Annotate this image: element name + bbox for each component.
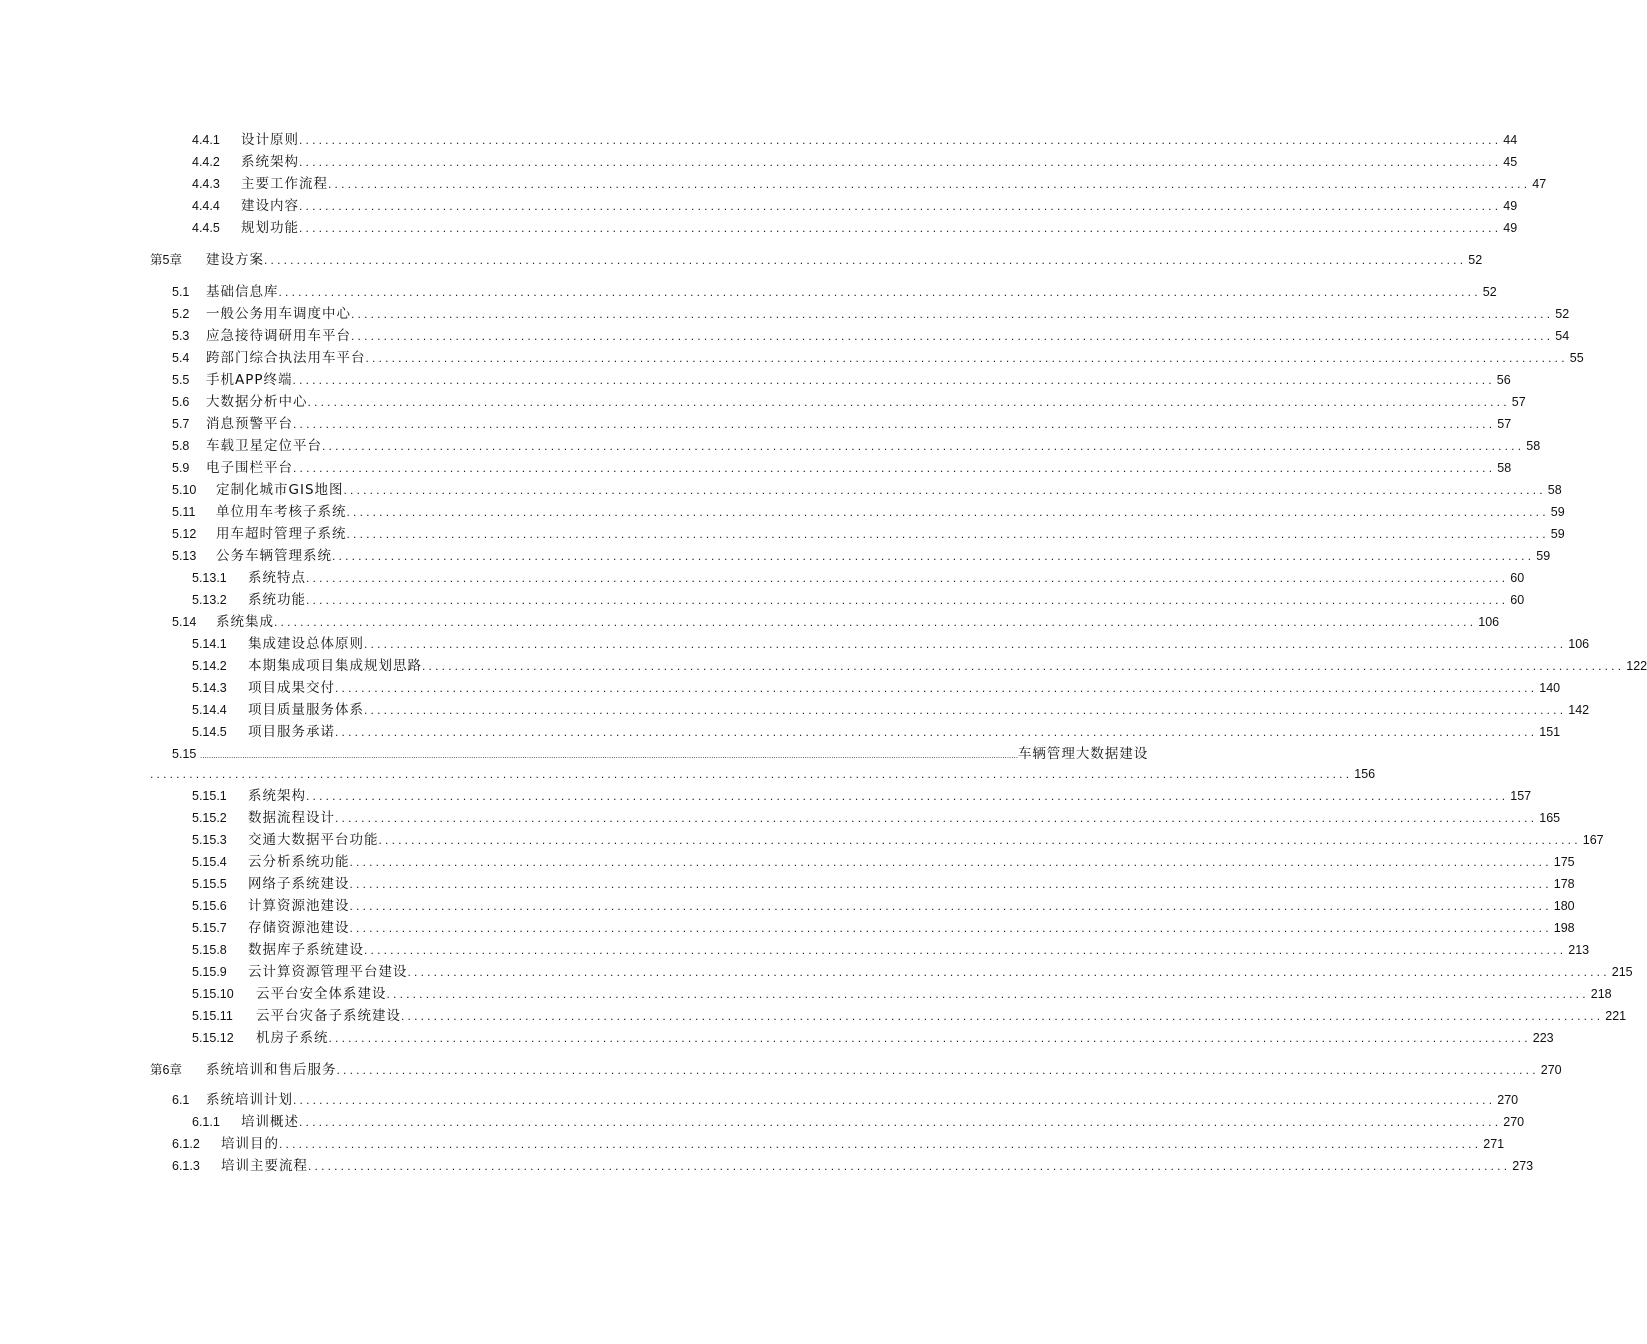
toc-entry-line[interactable]: [248, 656, 1647, 676]
dot-leader: ........................................................................................................................................................................................: [335, 811, 1538, 825]
toc-entry-page: 49: [1503, 221, 1518, 235]
dot-leader: ........................................................................................................................................................................................: [349, 877, 1552, 891]
toc-entry-title: 项目服务承诺: [248, 724, 335, 740]
toc-entry-line[interactable]: [206, 1060, 1562, 1080]
toc-entry-page: 180: [1553, 899, 1575, 913]
toc-entry-line[interactable]: [256, 984, 1612, 1004]
toc-entry-line[interactable]: [221, 1156, 1534, 1176]
dot-leader: ........................................................................................................................................................................................: [343, 483, 1546, 497]
toc-entry-line[interactable]: [248, 590, 1525, 610]
toc-entry-line[interactable]: [248, 874, 1575, 894]
toc-entry-title: 系统培训计划: [206, 1092, 293, 1108]
toc-entry-title: 云平台灾备子系统建设: [256, 1008, 401, 1024]
dot-leader: ........................................................................................................................................................................................: [351, 307, 1554, 321]
toc-entry-line[interactable]: [206, 414, 1512, 434]
toc-entry-page: 106: [1568, 637, 1590, 651]
dot-leader: ........................................................................................................................................................................................: [278, 285, 1481, 299]
toc-entry-number: 4.4.3: [192, 177, 220, 191]
toc-entry-title: 培训主要流程: [221, 1158, 308, 1174]
toc-entry-line[interactable]: [248, 786, 1532, 806]
dot-leader: ........................................................................................................................................................................................: [299, 221, 1502, 235]
toc-entry-number: 5.10: [172, 483, 197, 497]
toc-entry-line[interactable]: [248, 722, 1561, 742]
toc-entry-number: 第5章: [150, 253, 182, 267]
toc-entry-number: 5.15.3: [192, 833, 227, 847]
dot-leader: ........................................................................................................................................................................................: [336, 1063, 1539, 1077]
toc-entry-number: 5.14.3: [192, 681, 227, 695]
toc-entry-title: 集成建设总体原则: [248, 636, 364, 652]
toc-entry-page: 157: [1510, 789, 1532, 803]
toc-entry-page: 47: [1532, 177, 1547, 191]
toc-entry-title: 消息预警平台: [206, 416, 293, 432]
toc-entry-page: 58: [1526, 439, 1541, 453]
toc-entry-number: 5.15: [172, 747, 197, 761]
toc-entry-title: 主要工作流程: [241, 176, 328, 192]
toc-entry-number: 5.14: [172, 615, 197, 629]
toc-entry-title: 建设方案: [206, 252, 264, 268]
toc-entry-page: 156: [1354, 767, 1376, 781]
toc-entry-number: 4.4.2: [192, 155, 220, 169]
toc-entry-title: 建设内容: [241, 198, 299, 214]
toc-entry-title: 云平台安全体系建设: [256, 986, 387, 1002]
toc-entry-page: 142: [1568, 703, 1590, 717]
toc-entry-number: 6.1.3: [172, 1159, 200, 1173]
toc-entry-line[interactable]: [206, 304, 1570, 324]
toc-entry-page: 198: [1553, 921, 1575, 935]
toc-entry-number: 6.1: [172, 1093, 190, 1107]
toc-entry-line[interactable]: [206, 250, 1483, 270]
toc-entry-line[interactable]: [206, 326, 1570, 346]
toc-entry-number: 5.15.12: [192, 1031, 234, 1045]
toc-entry-line[interactable]: [216, 546, 1551, 566]
toc-entry-number: 5.5: [172, 373, 190, 387]
toc-entry-page: 221: [1605, 1009, 1627, 1023]
toc-entry-number: 5.15.7: [192, 921, 227, 935]
toc-entry-title: 系统架构: [241, 154, 299, 170]
toc-entry-number: 5.14.4: [192, 703, 227, 717]
toc-entry-line[interactable]: [248, 700, 1590, 720]
dot-leader: ........................................................................................................................................................................................: [299, 133, 1502, 147]
toc-entry-page: 54: [1555, 329, 1570, 343]
toc-entry-title: 项目质量服务体系: [248, 702, 364, 718]
toc-entry-page: 59: [1550, 505, 1565, 519]
toc-entry-line[interactable]: [206, 436, 1541, 456]
toc-entry-title: 数据流程设计: [248, 810, 335, 826]
dot-leader: ........................................................................................................................................................................................: [364, 703, 1567, 717]
toc-entry-line[interactable]: [206, 370, 1511, 390]
toc-entry-title: 机房子系统: [256, 1030, 329, 1046]
toc-entry-line[interactable]: [248, 634, 1590, 654]
dot-leader: ........................................................................................................................................................................................: [346, 505, 1549, 519]
toc-entry-number: 5.3: [172, 329, 190, 343]
dot-leader: ................................................................................................................................................................................................................................................................................................................................................................................: [200, 751, 1018, 760]
toc-entry-title: 数据库子系统建设: [248, 942, 364, 958]
toc-entry-page: 122: [1626, 659, 1647, 673]
dot-leader: ........................................................................................................................................................................................: [364, 943, 1567, 957]
toc-entry-line[interactable]: [256, 1028, 1554, 1048]
toc-entry-line[interactable]: [248, 918, 1575, 938]
toc-entry-number: 5.15.8: [192, 943, 227, 957]
dot-leader: ........................................................................................................................................................................................: [346, 527, 1549, 541]
toc-entry-number: 5.15.5: [192, 877, 227, 891]
toc-entry-title: 系统培训和售后服务: [206, 1062, 337, 1078]
toc-entry-page: 271: [1483, 1137, 1505, 1151]
toc-entry-line[interactable]: [206, 392, 1526, 412]
toc-entry-page: 175: [1553, 855, 1575, 869]
toc-entry-number: 5.14.2: [192, 659, 227, 673]
toc-entry-line[interactable]: [150, 764, 1376, 784]
toc-entry-number: 5.13.1: [192, 571, 227, 585]
dot-leader: ........................................................................................................................................................................................: [293, 1093, 1496, 1107]
toc-entry-title: 应急接待调研用车平台: [206, 328, 351, 344]
toc-entry-line[interactable]: [200, 744, 1149, 764]
dot-leader: ........................................................................................................................................................................................: [306, 593, 1509, 607]
toc-entry-title: 系统集成: [216, 614, 274, 630]
toc-entry-title: 云分析系统功能: [248, 854, 350, 870]
dot-leader: ........................................................................................................................................................................................: [279, 1137, 1482, 1151]
toc-entry-number: 4.4.4: [192, 199, 220, 213]
toc-entry-line[interactable]: [206, 1090, 1519, 1110]
toc-entry-number: 6.1.2: [172, 1137, 200, 1151]
toc-entry-number: 5.7: [172, 417, 190, 431]
dot-leader: ........................................................................................................................................................................................: [264, 253, 1467, 267]
toc-entry-number: 5.12: [172, 527, 197, 541]
dot-leader: ........................................................................................................................................................................................: [365, 351, 1568, 365]
toc-entry-number: 6.1.1: [192, 1115, 220, 1129]
toc-entry-line[interactable]: [248, 852, 1575, 872]
toc-entry-title: 一般公务用车调度中心: [206, 306, 351, 322]
toc-entry-line[interactable]: [248, 940, 1590, 960]
toc-entry-page: 55: [1569, 351, 1584, 365]
toc-entry-page: 57: [1497, 417, 1512, 431]
toc-entry-page: 213: [1568, 943, 1590, 957]
dot-leader: ........................................................................................................................................................................................: [378, 833, 1581, 847]
toc-entry-title: 本期集成项目集成规划思路: [248, 658, 422, 674]
toc-entry-page: 52: [1482, 285, 1497, 299]
toc-entry-number: 5.15.10: [192, 987, 234, 1001]
toc-entry-line[interactable]: [216, 502, 1565, 522]
toc-entry-page: 58: [1547, 483, 1562, 497]
toc-entry-line[interactable]: [221, 1134, 1505, 1154]
toc-entry-page: 49: [1503, 199, 1518, 213]
toc-entry-page: 215: [1611, 965, 1633, 979]
toc-entry-line[interactable]: [216, 612, 1500, 632]
toc-entry-line[interactable]: [248, 896, 1575, 916]
toc-entry-page: 106: [1478, 615, 1500, 629]
toc-entry-title: 用车超时管理子系统: [216, 526, 347, 542]
dot-leader: ........................................................................................................................................................................................: [349, 899, 1552, 913]
toc-entry-number: 5.15.1: [192, 789, 227, 803]
toc-entry-line[interactable]: [216, 480, 1562, 500]
dot-leader: ........................................................................................................................................................................................: [306, 571, 1509, 585]
toc-entry-title: 大数据分析中心: [206, 394, 308, 410]
toc-entry-line[interactable]: [248, 830, 1604, 850]
toc-entry-page: 273: [1512, 1159, 1534, 1173]
toc-entry-number: 5.2: [172, 307, 190, 321]
toc-entry-page: 59: [1550, 527, 1565, 541]
dot-leader: ........................................................................................................................................................................................: [349, 855, 1552, 869]
toc-entry-line[interactable]: [241, 196, 1518, 216]
toc-entry-line[interactable]: [216, 524, 1565, 544]
toc-entry-page: 178: [1553, 877, 1575, 891]
toc-entry-page: 270: [1497, 1093, 1519, 1107]
dot-leader: ........................................................................................................................................................................................: [150, 767, 1353, 781]
toc-entry-page: 59: [1536, 549, 1551, 563]
toc-entry-page: 57: [1511, 395, 1526, 409]
toc-entry-line[interactable]: [206, 282, 1497, 302]
toc-entry-title: 车载卫星定位平台: [206, 438, 322, 454]
dot-leader: ........................................................................................................................................................................................: [308, 1159, 1511, 1173]
toc-entry-number: 5.15.6: [192, 899, 227, 913]
toc-entry-number: 5.15.4: [192, 855, 227, 869]
toc-entry-title: 计算资源池建设: [248, 898, 350, 914]
dot-leader: ........................................................................................................................................................................................: [332, 549, 1535, 563]
toc-entry-line[interactable]: [206, 348, 1584, 368]
toc-entry-page: 44: [1503, 133, 1518, 147]
toc-entry-title: 系统功能: [248, 592, 306, 608]
toc-entry-line[interactable]: [241, 152, 1518, 172]
toc-entry-page: 140: [1539, 681, 1561, 695]
toc-entry-line[interactable]: [241, 1112, 1525, 1132]
toc-entry-number: 5.4: [172, 351, 190, 365]
toc-entry-title: 系统架构: [248, 788, 306, 804]
toc-entry-line[interactable]: [256, 1006, 1627, 1026]
toc-entry-number: 5.9: [172, 461, 190, 475]
dot-leader: ........................................................................................................................................................................................: [401, 1009, 1604, 1023]
dot-leader: ........................................................................................................................................................................................: [335, 725, 1538, 739]
toc-entry-title: 培训概述: [241, 1114, 299, 1130]
toc-entry-number: 5.1: [172, 285, 190, 299]
dot-leader: ........................................................................................................................................................................................: [322, 439, 1525, 453]
dot-leader: ........................................................................................................................................................................................: [306, 789, 1509, 803]
toc-entry-number: 5.14.1: [192, 637, 227, 651]
toc-entry-number: 5.15.9: [192, 965, 227, 979]
toc-entry-title: 交通大数据平台功能: [248, 832, 379, 848]
toc-entry-page: 218: [1590, 987, 1612, 1001]
dot-leader: ........................................................................................................................................................................................: [351, 329, 1554, 343]
toc-entry-title: 定制化城市GIS地图: [216, 482, 344, 498]
toc-entry-number: 4.4.5: [192, 221, 220, 235]
toc-entry-title: 系统特点: [248, 570, 306, 586]
toc-entry-line[interactable]: [241, 130, 1518, 150]
toc-entry-title: 存储资源池建设: [248, 920, 350, 936]
toc-entry-number: 5.6: [172, 395, 190, 409]
toc-entry-title: 手机APP终端: [206, 372, 293, 388]
toc-entry-line[interactable]: [248, 678, 1561, 698]
toc-entry-line[interactable]: [241, 174, 1547, 194]
dot-leader: ........................................................................................................................................................................................: [335, 681, 1538, 695]
toc-entry-line[interactable]: [248, 568, 1525, 588]
toc-entry-title: 单位用车考核子系统: [216, 504, 347, 520]
toc-entry-page: 60: [1510, 593, 1525, 607]
dot-leader: ........................................................................................................................................................................................: [274, 615, 1477, 629]
toc-entry-number: 第6章: [150, 1063, 182, 1077]
toc-entry-page: 167: [1582, 833, 1604, 847]
toc-entry-title: 车辆管理大数据建设: [1017, 746, 1149, 762]
toc-entry-page: 270: [1503, 1115, 1525, 1129]
toc-entry-page: 270: [1540, 1063, 1562, 1077]
dot-leader: ........................................................................................................................................................................................: [299, 1115, 1502, 1129]
toc-entry-page: 58: [1497, 461, 1512, 475]
dot-leader: ........................................................................................................................................................................................: [407, 965, 1610, 979]
dot-leader: ........................................................................................................................................................................................: [299, 199, 1502, 213]
toc-entry-number: 5.15.11: [192, 1009, 233, 1023]
dot-leader: ........................................................................................................................................................................................: [307, 395, 1510, 409]
dot-leader: ........................................................................................................................................................................................: [328, 177, 1531, 191]
toc-entry-line[interactable]: [248, 962, 1633, 982]
toc-entry-number: 5.14.5: [192, 725, 227, 739]
toc-entry-title: 培训目的: [221, 1136, 279, 1152]
toc-entry-line[interactable]: [248, 808, 1561, 828]
dot-leader: ........................................................................................................................................................................................: [386, 987, 1589, 1001]
dot-leader: ........................................................................................................................................................................................: [422, 659, 1625, 673]
toc-entry-number: 5.11: [172, 505, 196, 519]
toc-entry-page: 165: [1539, 811, 1561, 825]
toc-entry-page: 151: [1539, 725, 1561, 739]
toc-entry-title: 公务车辆管理系统: [216, 548, 332, 564]
toc-entry-page: 45: [1503, 155, 1518, 169]
dot-leader: ........................................................................................................................................................................................: [328, 1031, 1531, 1045]
dot-leader: ........................................................................................................................................................................................: [364, 637, 1567, 651]
toc-entry-number: 5.13: [172, 549, 197, 563]
toc-entry-line[interactable]: [241, 218, 1518, 238]
toc-entry-title: 项目成果交付: [248, 680, 335, 696]
toc-entry-title: 规划功能: [241, 220, 299, 236]
toc-entry-page: 52: [1468, 253, 1483, 267]
toc-entry-number: 5.8: [172, 439, 190, 453]
toc-entry-number: 5.13.2: [192, 593, 227, 607]
toc-entry-title: 网络子系统建设: [248, 876, 350, 892]
toc-entry-number: 5.15.2: [192, 811, 227, 825]
dot-leader: ........................................................................................................................................................................................: [292, 373, 1495, 387]
dot-leader: ........................................................................................................................................................................................: [293, 461, 1496, 475]
dot-leader: ........................................................................................................................................................................................: [293, 417, 1496, 431]
toc-entry-title: 跨部门综合执法用车平台: [206, 350, 366, 366]
toc-entry-title: 电子围栏平台: [206, 460, 293, 476]
toc-entry-page: 60: [1510, 571, 1525, 585]
toc-entry-page: 52: [1555, 307, 1570, 321]
toc-entry-title: 基础信息库: [206, 284, 279, 300]
toc-entry-page: 56: [1496, 373, 1511, 387]
toc-entry-page: 223: [1532, 1031, 1554, 1045]
toc-entry-number: 4.4.1: [192, 133, 220, 147]
toc-entry-title: 云计算资源管理平台建设: [248, 964, 408, 980]
dot-leader: ........................................................................................................................................................................................: [299, 155, 1502, 169]
toc-entry-title: 设计原则: [241, 132, 299, 148]
toc-entry-line[interactable]: [206, 458, 1512, 478]
dot-leader: ........................................................................................................................................................................................: [349, 921, 1552, 935]
